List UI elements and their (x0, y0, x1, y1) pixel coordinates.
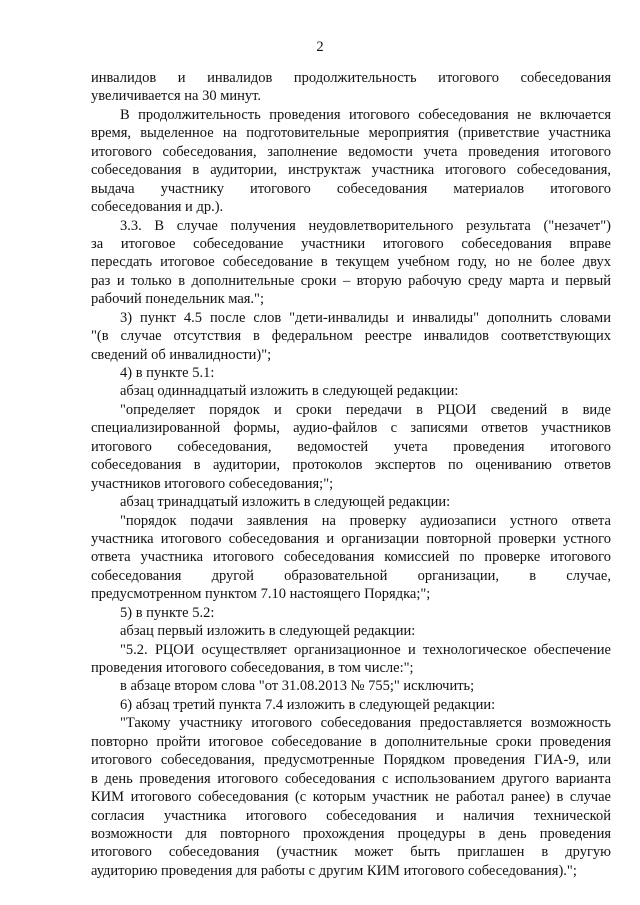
text-line: время, выделенное на подготовительные мероприятия (приветствие участника (91, 125, 611, 142)
text-line: 3) пункт 4.5 после слов "дети-инвалиды и инвалиды" дополнить словами (120, 309, 611, 326)
text-line: в день проведения итогового собеседования с использованием другого варианта (91, 770, 611, 787)
text-line: аудиторию проведения для работы с другим КИМ итогового собеседования)."; (91, 862, 577, 879)
text-line: абзац одиннадцатый изложить в следующей редакции: (120, 383, 459, 400)
text-line: итогового собеседования, заполнение ведомости учета проведения итогового (91, 143, 611, 160)
text-line: собеседования другой образовательной организации, в случае, (91, 567, 611, 584)
text-line: специализированной формы, аудио-файлов с записями ответов участников (91, 420, 611, 437)
text-line: возможности для повторного прохождения процедуры в день проведения (91, 825, 611, 842)
text-line: 3.3. В случае получения неудовлетворительного результата ("незачет") (120, 217, 611, 234)
text-line: рабочий понедельник мая."; (91, 291, 264, 308)
text-line: 6) абзац третий пункта 7.4 изложить в следующей редакции: (120, 696, 496, 713)
page-number: 2 (316, 39, 324, 55)
text-line: "порядок подачи заявления на проверку аудиозаписи устного ответа (120, 512, 611, 529)
text-line: согласия участника итогового собеседования и наличия технической (91, 807, 611, 824)
text-line: В продолжительность проведения итогового собеседования не включается (120, 106, 611, 123)
text-line: 5) в пункте 5.2: (120, 604, 215, 621)
text-line: 4) в пункте 5.1: (120, 365, 215, 381)
text-line: "Такому участнику итогового собеседования предоставляется возможность (120, 715, 611, 732)
document-body (91, 69, 611, 880)
text-line: собеседования в аудитории, протоколов экспертов по оцениванию ответов (91, 457, 611, 474)
text-line: повторно пройти итоговое собеседование в дополнительные сроки проведения (91, 733, 611, 750)
text-line: "(в случае отсутствия в федеральном реестре инвалидов соответствующих (91, 328, 611, 345)
text-line: инвалидов и инвалидов продолжительность итогового собеседования (91, 70, 611, 86)
text-line: увеличивается на 30 минут. (91, 88, 262, 105)
text-line: ответа участника итогового собеседования комиссией по проверке итогового (91, 549, 611, 566)
text-line: абзац первый изложить в следующей редакции: (120, 623, 416, 640)
text-line: "5.2. РЦОИ осуществляет организационное и технологическое обеспечение (120, 641, 611, 658)
text-line: в абзаце втором слова "от 31.08.2013 № 755;" исключить; (120, 678, 475, 695)
text-line: проведения итогового собеседования, в том числе:"; (91, 660, 414, 676)
text-line: пересдать итоговое собеседование в текущем учебном году, но не более двух (91, 254, 611, 271)
text-line: "определяет порядок и сроки передачи в РЦОИ сведений в виде (120, 401, 611, 418)
text-line: сведений об инвалидности)"; (91, 346, 272, 363)
text-line: собеседования и др.). (91, 199, 224, 216)
text-line: участника итогового собеседования и организации повторной проверки устного (91, 530, 611, 547)
text-line: собеседования в аудитории, инструктаж участника итогового собеседования, (91, 162, 611, 179)
text-line: выдача участнику итогового собеседования материалов итогового (91, 180, 611, 197)
text-line: предусмотренном пунктом 7.10 настоящего Порядка;"; (91, 586, 431, 603)
text-line: КИМ итогового собеседования (с которым участник не работал ранее) в случае (91, 789, 611, 806)
text-line: итогового собеседования, ведомостей учета проведения итогового (91, 438, 611, 455)
text-line: итогового собеседования, предусмотренные Порядком проведения ГИА-9, или (91, 752, 611, 769)
text-line: раз и только в дополнительные сроки – вторую рабочую среду марта и первый (91, 272, 611, 289)
text-line: за итоговое собеседование участники итогового собеседования вправе (91, 235, 611, 252)
text-line: абзац тринадцатый изложить в следующей редакции: (120, 494, 451, 511)
text-line: итогового собеседования (участник может быть приглашен в другую (91, 844, 611, 861)
text-line: участников итогового собеседования;"; (91, 475, 334, 492)
